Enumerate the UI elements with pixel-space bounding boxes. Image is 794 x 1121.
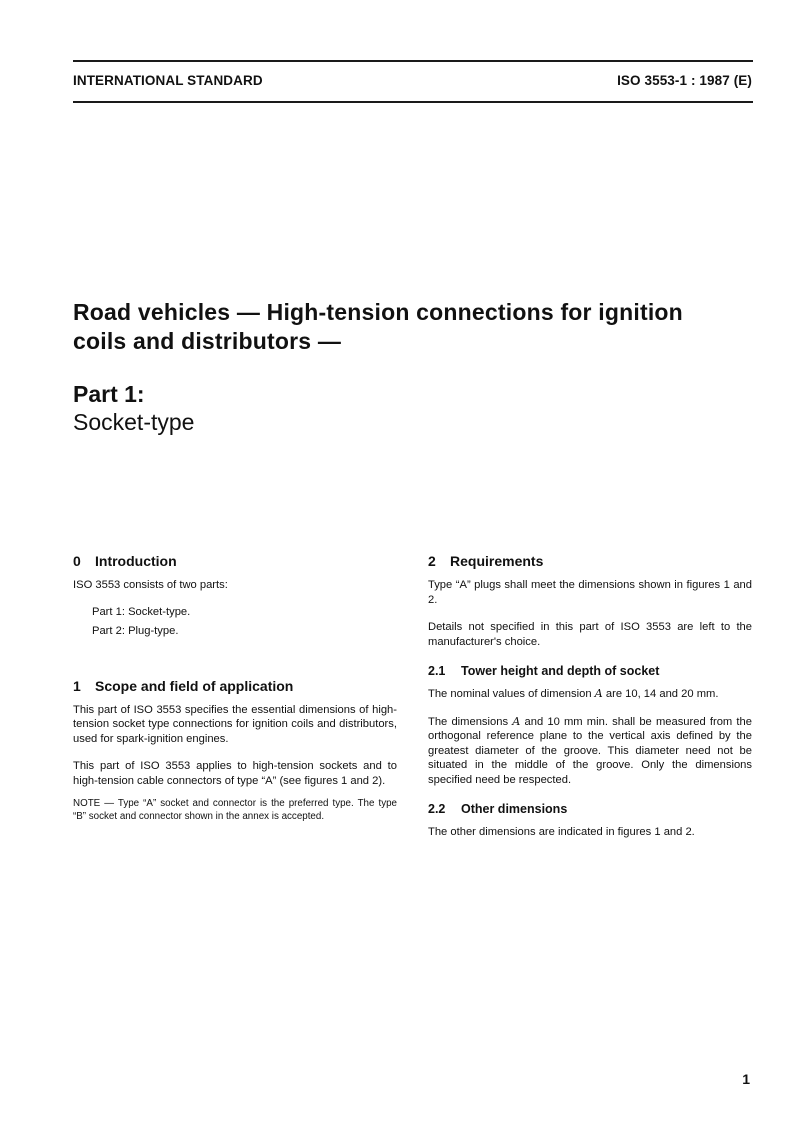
section-heading bbox=[428, 552, 752, 570]
paragraph: This part of ISO 3553 applies to high-tension sockets and to high-tension cable connectors of type “A” (see figures 1 and 2). bbox=[73, 760, 397, 787]
part-label: Part 1: bbox=[73, 381, 145, 407]
subsection-heading bbox=[428, 801, 752, 817]
section-introduction bbox=[73, 552, 397, 639]
header-top-rule bbox=[73, 60, 753, 62]
paragraph: Details not specified in this part of ISO 3553 are left to the manufacturer's choice. bbox=[428, 621, 752, 648]
section-scope bbox=[73, 677, 397, 824]
document-title bbox=[73, 298, 753, 356]
left-column bbox=[73, 552, 397, 833]
standard-reference: ISO 3553-1 : 1987 (E) bbox=[617, 73, 752, 88]
section-title: Scope and field of application bbox=[95, 677, 294, 694]
paragraph: Type “A” plugs shall meet the dimensions shown in figures 1 and 2. bbox=[428, 579, 752, 606]
page-number: 1 bbox=[742, 1071, 750, 1087]
section-requirements bbox=[428, 552, 752, 649]
section-title: Other dimensions bbox=[461, 802, 568, 816]
section-title: Introduction bbox=[95, 553, 177, 569]
paragraph: ISO 3553 consists of two parts: bbox=[73, 579, 228, 591]
variable-a: A bbox=[512, 714, 521, 728]
header-bottom-rule bbox=[73, 101, 753, 103]
section-title: Tower height and depth of socket bbox=[461, 664, 660, 678]
paragraph: The dimensions A and 10 mm min. shall be measured from the orthogonal reference plane to the vertical axis defined by the greatest diameter of the groove. This diameter need not be situated in the middle of the groove. Only the dimensions specified need be respected. bbox=[428, 714, 752, 786]
section-tower-height bbox=[428, 663, 752, 787]
section-number: 2.2 bbox=[428, 802, 446, 816]
list-item: Part 1: Socket-type. bbox=[92, 605, 191, 618]
section-number: 0 bbox=[73, 553, 81, 569]
paragraph: This part of ISO 3553 specifies the essential dimensions of high-tension socket type connections for ignition coils and distributors, used for spark-ignition engines. bbox=[73, 703, 397, 745]
note: NOTE — Type “A” socket and connector is the preferred type. The type “B” socket and connector shown in the annex is accepted. bbox=[73, 798, 397, 822]
section-heading bbox=[73, 677, 397, 695]
section-number: 1 bbox=[73, 677, 81, 694]
title-line-1: Road vehicles — High-tension connections for ignition bbox=[73, 299, 683, 325]
variable-a: A bbox=[594, 687, 603, 700]
list-item: Part 2: Plug-type. bbox=[92, 625, 179, 637]
section-heading bbox=[73, 552, 397, 570]
section-number: 2.1 bbox=[428, 664, 446, 678]
section-number: 2 bbox=[428, 553, 436, 569]
document-type-label: INTERNATIONAL STANDARD bbox=[73, 73, 263, 88]
title-line-2: coils and distributors — bbox=[73, 328, 342, 354]
paragraph: The other dimensions are indicated in figures 1 and 2. bbox=[428, 826, 695, 838]
part-name: Socket-type bbox=[73, 409, 195, 435]
subsection-heading bbox=[428, 663, 752, 679]
section-other-dimensions bbox=[428, 801, 752, 840]
section-title: Requirements bbox=[450, 553, 544, 569]
right-column bbox=[428, 552, 752, 850]
paragraph: The nominal values of dimension A are 10, 14 and 20 mm. bbox=[428, 687, 719, 700]
